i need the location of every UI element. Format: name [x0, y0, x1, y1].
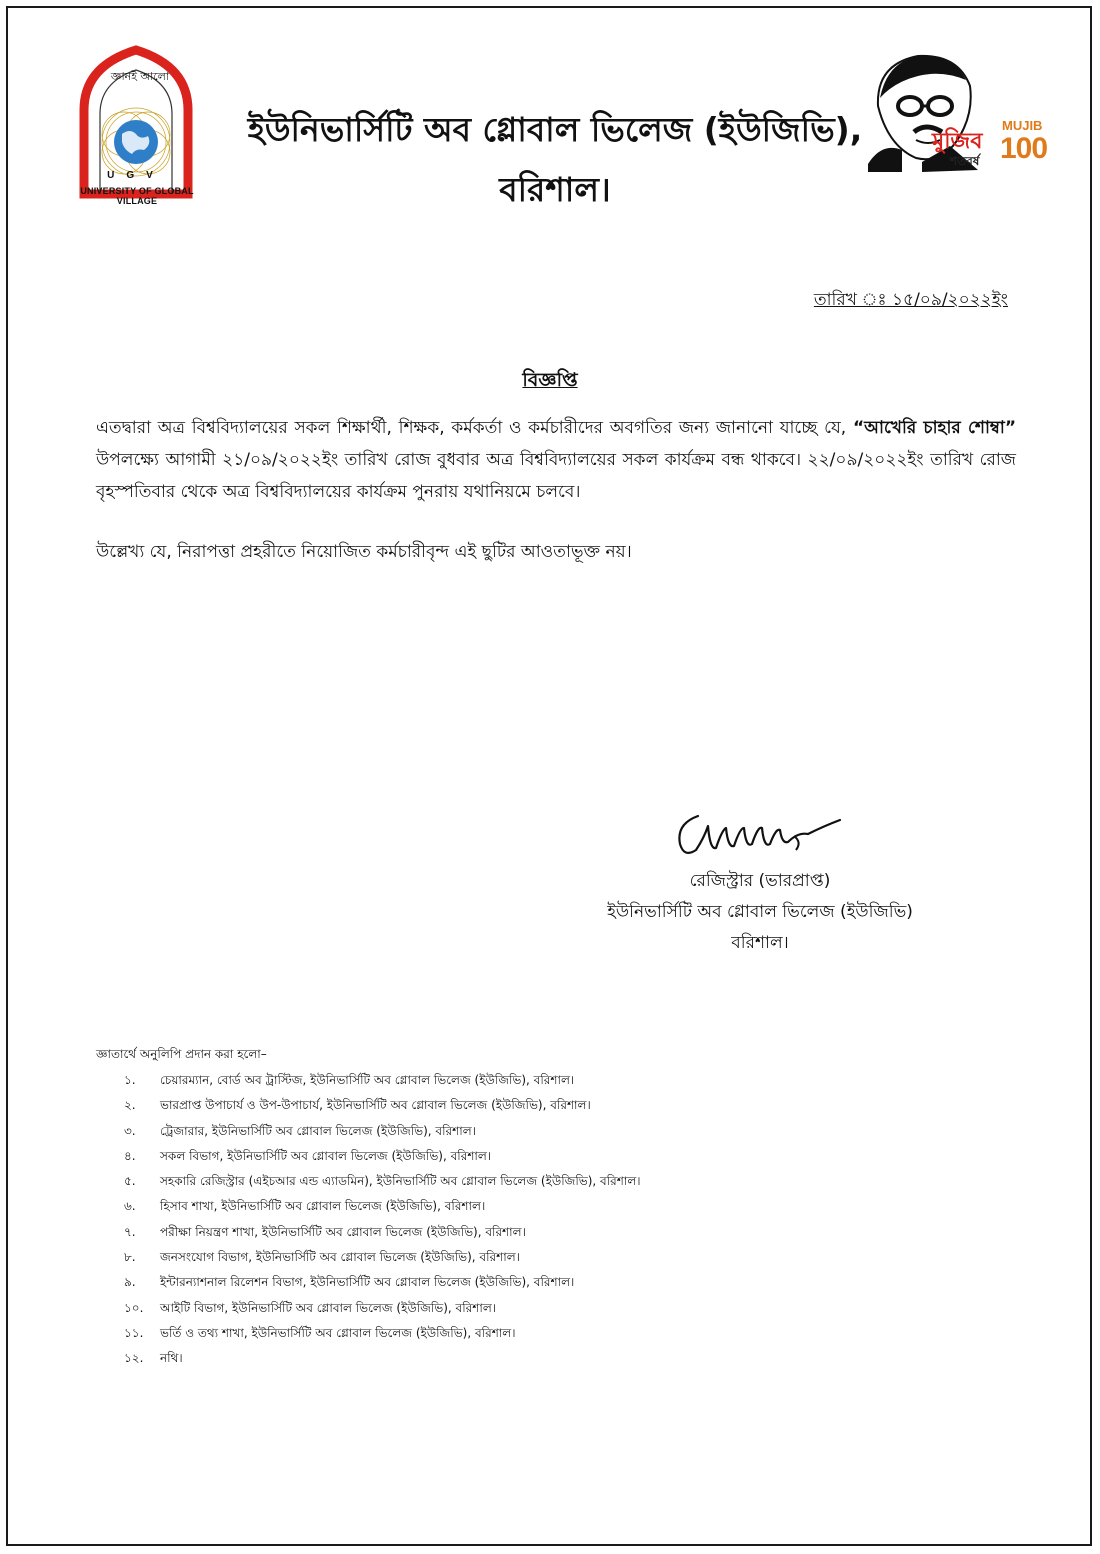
list-item-text: ইন্টারন্যাশনাল রিলেশন বিভাগ, ইউনিভার্সিটি অব গ্লোবাল ভিলেজ (ইউজিভি), বরিশাল। — [160, 1275, 575, 1290]
list-item-number: ১২. — [124, 1351, 144, 1366]
list-item-text: চেয়ারম্যান, বোর্ড অব ট্রাস্টিজ, ইউনিভার্সিটি অব গ্লোবাল ভিলেজ (ইউজিভি), বরিশাল। — [160, 1073, 575, 1087]
page-title — [210, 100, 900, 220]
emblem-number: 100 — [1000, 132, 1048, 165]
list-item — [124, 1346, 641, 1371]
signatory-institution: ইউনিভার্সিটি অব গ্লোবাল ভিলেজ (ইউজিভি) — [607, 902, 913, 922]
list-item-text: সহকারি রেজিস্ট্রার (এইচআর এন্ড এ্যাডমিন), ইউনিভার্সিটি অব গ্লোবাল ভিলেজ (ইউজিভি), বরিশাল। — [160, 1174, 641, 1189]
list-item-number: ৫. — [124, 1174, 136, 1189]
emblem-english: MUJIB — [1002, 118, 1043, 133]
list-item-number: ৮. — [124, 1250, 136, 1265]
logo-caption: UNIVERSITY OF GLOBAL VILLAGE — [80, 186, 194, 206]
list-item-number: ২. — [124, 1098, 136, 1113]
notice-date: তারিখ ঃ ১৫/০৯/২০২২ইং — [813, 290, 1008, 310]
emblem-bengali: মুজিব — [932, 129, 983, 154]
logo-motto: জ্ঞানই আলো — [110, 70, 170, 83]
logo-letters: UGV — [107, 170, 165, 181]
title-line-2: বরিশাল। — [499, 170, 611, 209]
emblem-centenary: শতবর্ষ — [950, 154, 980, 168]
list-item — [124, 1194, 641, 1219]
registrar-signature — [668, 798, 868, 868]
list-item — [124, 1119, 641, 1144]
title-line-1: ইউনিভার্সিটি অব গ্লোবাল ভিলেজ (ইউজিভি), — [247, 110, 863, 149]
list-item-number: ৭. — [124, 1224, 136, 1239]
list-item-number: ৬. — [124, 1199, 136, 1214]
signatory-city: বরিশাল। — [731, 933, 789, 953]
list-item-text: আইটি বিভাগ, ইউনিভার্সিটি অব গ্লোবাল ভিলেজ (ইউজিভি), বরিশাল। — [160, 1300, 497, 1315]
list-item — [124, 1245, 641, 1270]
list-item-number: ৯. — [124, 1275, 136, 1290]
list-item-number: ৪. — [124, 1148, 136, 1163]
list-item-number: ১১. — [124, 1325, 144, 1340]
list-item-number: ১. — [124, 1073, 136, 1087]
list-item-text: জনসংযোগ বিভাগ, ইউনিভার্সিটি অব গ্লোবাল ভিলেজ (ইউজিভি), বরিশাল। — [160, 1250, 520, 1265]
list-item-number: ১০. — [124, 1300, 144, 1315]
list-item-text: ভারপ্রাপ্ত উপাচার্য ও উপ-উপাচার্য, ইউনিভার্সিটি অব গ্লোবাল ভিলেজ (ইউজিভি), বরিশাল। — [160, 1098, 591, 1113]
list-item — [124, 1144, 641, 1169]
list-item — [124, 1068, 641, 1093]
list-item-text: ট্রেজারার, ইউনিভার্সিটি অব গ্লোবাল ভিলেজ (ইউজিভি), বরিশাল। — [160, 1123, 476, 1138]
copies-intro: জ্ঞাতার্থে অনুলিপি প্রদান করা হলো– — [96, 1047, 267, 1061]
list-item — [124, 1220, 641, 1245]
list-item — [124, 1321, 641, 1346]
notice-heading: বিজ্ঞপ্তি — [522, 369, 578, 391]
event-name: “আখেরি চাহার শোম্বা” — [852, 418, 1016, 438]
list-item — [124, 1169, 641, 1194]
list-item-text: ভর্তি ও তথ্য শাখা, ইউনিভার্সিটি অব গ্লোবাল ভিলেজ (ইউজিভি), বরিশাল। — [160, 1325, 516, 1340]
notice-paragraph-2: উল্লেখ্য যে, নিরাপত্তা প্রহরীতে নিয়োজিত কর্মচারীবৃন্দ এই ছুটির আওতাভূক্ত নয়। — [96, 542, 632, 562]
signatory-block — [560, 866, 960, 959]
list-item — [124, 1270, 641, 1295]
list-item-text: সকল বিভাগ, ইউনিভার্সিটি অব গ্লোবাল ভিলেজ (ইউজিভি), বরিশাল। — [160, 1148, 492, 1163]
signatory-designation: রেজিস্ট্রার (ভারপ্রাপ্ত) — [689, 871, 831, 891]
list-item-text: পরীক্ষা নিয়ন্ত্রণ শাখা, ইউনিভার্সিটি অব গ্লোবাল ভিলেজ (ইউজিভি), বরিশাল। — [160, 1224, 526, 1239]
list-item — [124, 1296, 641, 1321]
copies-list — [124, 1068, 641, 1372]
list-item-number: ৩. — [124, 1123, 136, 1138]
list-item-text: নথি। — [160, 1351, 183, 1366]
list-item-text: হিসাব শাখা, ইউনিভার্সিটি অব গ্লোবাল ভিলেজ (ইউজিভি), বরিশাল। — [160, 1199, 486, 1214]
list-item — [124, 1093, 641, 1118]
paragraph-1-start: এতদ্বারা অত্র বিশ্ববিদ্যালয়ের সকল শিক্ষার্থী, শিক্ষক, কর্মকর্তা ও কর্মচারীদের অবগতির জন্য জানানো যাচ্ছে যে, — [96, 418, 853, 438]
paragraph-1-end: উপলক্ষ্যে আগামী ২১/০৯/২০২২ইং তারিখ রোজ বুধবার অত্র বিশ্ববিদ্যালয়ের সকল কার্যক্রম বন্ধ থাকবে। ২২/০৯/২০২২ইং তারিখ রোজ বৃহস্পতিবার থেকে অত্র বিশ্ববিদ্যালয়ের কার্যক্রম পুনরায় যথানিয়মে চলবে। — [96, 450, 1016, 502]
notice-paragraph-1 — [96, 412, 1016, 508]
